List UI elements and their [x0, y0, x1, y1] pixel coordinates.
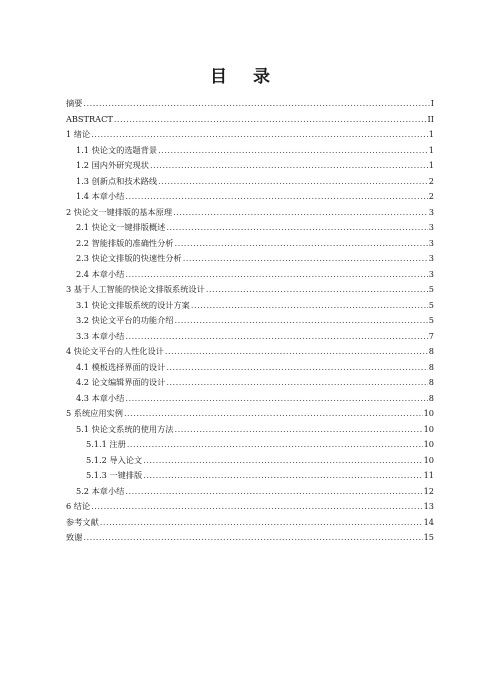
toc-entry-label: 1.4 本章小结	[76, 191, 125, 201]
toc-leader-dots	[125, 267, 427, 283]
toc-entry-label: 2.2 智能排版的准确性分析	[76, 237, 174, 248]
toc-leader-dots	[127, 437, 423, 453]
toc-entry-page-number: 2	[428, 191, 434, 201]
toc-leader-dots	[175, 313, 428, 329]
toc-entry-label: ABSTRACT	[66, 113, 113, 124]
toc-entry-page-number: 1	[428, 144, 434, 155]
toc-leader-dots	[100, 515, 423, 531]
toc-entry[interactable]	[66, 236, 434, 252]
toc-entry-page-number: 8	[428, 392, 434, 403]
toc-leader-dots	[83, 530, 422, 546]
toc-entry[interactable]	[66, 329, 434, 345]
toc-entry[interactable]	[66, 143, 434, 159]
toc-entry-page-number: 11	[423, 470, 434, 480]
toc-entry-label: 摘要	[66, 98, 83, 108]
toc-leader-dots	[175, 236, 428, 252]
toc-leader-dots	[150, 158, 428, 174]
toc-entry-page-number: 5	[428, 315, 434, 325]
toc-entry-page-number: 3	[428, 268, 434, 279]
toc-entry-label: 3.1 快论文排版系统的设计方案	[76, 299, 190, 310]
toc-leader-dots	[125, 391, 427, 407]
toc-leader-dots	[166, 375, 427, 391]
toc-entry-page-number: 5	[428, 299, 434, 310]
toc-entry[interactable]	[66, 484, 434, 500]
toc-entry[interactable]	[66, 406, 434, 422]
toc-entry-page-number: 10	[423, 408, 434, 418]
toc-leader-dots	[125, 329, 427, 345]
toc-leader-dots	[143, 468, 422, 484]
toc-entry[interactable]	[66, 220, 434, 236]
toc-entry-page-number: 15	[423, 532, 434, 542]
toc-entry-page-number: 12	[423, 485, 434, 496]
toc-leader-dots	[166, 220, 427, 236]
toc-entry-page-number: 8	[428, 361, 434, 372]
toc-entry[interactable]	[66, 453, 434, 469]
toc-entry[interactable]	[66, 174, 434, 190]
toc-entry-label: 5.1.2 导入论文	[86, 454, 143, 465]
toc-entry-page-number: II	[427, 113, 434, 124]
toc-entry-label: 2 快论文一键排版的基本原理	[66, 206, 173, 217]
toc-entry-page-number: 2	[428, 175, 434, 186]
toc-leader-dots	[125, 484, 422, 500]
toc-entry[interactable]	[66, 344, 434, 360]
toc-entry[interactable]	[66, 112, 434, 128]
toc-entry-page-number: I	[430, 98, 434, 108]
toc-leader-dots	[206, 282, 428, 298]
toc-entry-page-number: 3	[428, 222, 434, 232]
toc-entry-label: 4.1 模板选择界面的设计	[76, 361, 166, 372]
toc-leader-dots	[175, 422, 423, 438]
toc-entry-page-number: 3	[428, 206, 434, 217]
page-title: 目 录	[210, 67, 280, 87]
toc-leader-dots	[91, 499, 422, 515]
toc-leader-dots	[114, 112, 427, 128]
toc-leader-dots	[125, 189, 427, 205]
toc-entry-label: 2.4 本章小结	[76, 268, 125, 279]
toc-entry[interactable]	[66, 127, 434, 143]
toc-entry-page-number: 3	[428, 253, 434, 263]
toc-entry-page-number: 3	[428, 237, 434, 248]
toc-entry[interactable]	[66, 205, 434, 221]
toc-entry-label: 1.1 快论文的选题背景	[76, 144, 158, 155]
toc-entry-label: 5.1 快论文系统的使用方法	[76, 423, 174, 434]
toc-leader-dots	[183, 251, 428, 267]
toc-entry-page-number: 1	[428, 160, 434, 170]
toc-entry-label: 4.2 论文编辑界面的设计	[76, 377, 166, 387]
toc-leader-dots	[166, 360, 427, 376]
toc-leader-dots	[158, 143, 428, 159]
toc-entry-page-number: 14	[423, 516, 434, 527]
toc-entry-label: 1 绪论	[66, 129, 91, 139]
toc-entry-label: 3.3 本章小结	[76, 330, 125, 341]
table-of-contents	[66, 96, 434, 546]
toc-entry-page-number: 10	[423, 454, 434, 465]
toc-entry[interactable]	[66, 515, 434, 531]
toc-leader-dots	[173, 205, 428, 221]
toc-entry-label: 1.3 创新点和技术路线	[76, 175, 158, 186]
toc-leader-dots	[191, 298, 428, 314]
toc-entry[interactable]	[66, 282, 434, 298]
toc-entry-label: 4.3 本章小结	[76, 392, 125, 403]
toc-entry[interactable]	[66, 437, 434, 453]
toc-entry-page-number: 10	[423, 423, 434, 434]
toc-entry-page-number: 1	[428, 129, 434, 139]
toc-leader-dots	[124, 406, 423, 422]
toc-leader-dots	[83, 96, 429, 112]
toc-entry[interactable]	[66, 267, 434, 283]
toc-leader-dots	[165, 344, 428, 360]
toc-entry-label: 2.3 快论文排版的快速性分析	[76, 253, 182, 263]
toc-entry-label: 5.2 本章小结	[76, 485, 125, 496]
toc-entry-label: 5.1.3 一键排版	[86, 470, 143, 480]
toc-entry-label: 5.1.1 注册	[86, 439, 126, 449]
toc-entry[interactable]	[66, 499, 434, 515]
toc-entry-page-number: 13	[423, 501, 434, 511]
toc-entry[interactable]	[66, 251, 434, 267]
toc-entry-page-number: 8	[428, 346, 434, 356]
toc-leader-dots	[143, 453, 422, 469]
toc-entry[interactable]	[66, 375, 434, 391]
toc-entry-label: 1.2 国内外研究现状	[76, 160, 149, 170]
toc-entry-label: 2.1 快论文一键排版概述	[76, 222, 166, 232]
toc-entry[interactable]	[66, 530, 434, 546]
toc-entry[interactable]	[66, 158, 434, 174]
toc-entry[interactable]	[66, 360, 434, 376]
toc-entry-label: 5 系统应用实例	[66, 408, 123, 418]
toc-entry[interactable]	[66, 96, 434, 112]
toc-entry-label: 参考文献	[66, 516, 99, 527]
toc-entry-label: 3 基于人工智能的快论文排版系统设计	[66, 284, 205, 294]
toc-entry-label: 6 结论	[66, 501, 91, 511]
toc-entry-page-number: 10	[423, 439, 434, 449]
toc-entry[interactable]	[66, 422, 434, 438]
toc-entry-page-number: 8	[428, 377, 434, 387]
toc-leader-dots	[158, 174, 428, 190]
toc-entry-page-number: 5	[428, 284, 434, 294]
toc-entry-label: 致谢	[66, 532, 83, 542]
toc-leader-dots	[91, 127, 428, 143]
toc-entry[interactable]	[66, 189, 434, 205]
toc-entry[interactable]	[66, 298, 434, 314]
toc-entry[interactable]	[66, 313, 434, 329]
toc-entry[interactable]	[66, 468, 434, 484]
toc-entry-label: 4 快论文平台的人性化设计	[66, 346, 164, 356]
toc-entry[interactable]	[66, 391, 434, 407]
toc-entry-label: 3.2 快论文平台的功能介绍	[76, 315, 174, 325]
toc-entry-page-number: 7	[428, 330, 434, 341]
